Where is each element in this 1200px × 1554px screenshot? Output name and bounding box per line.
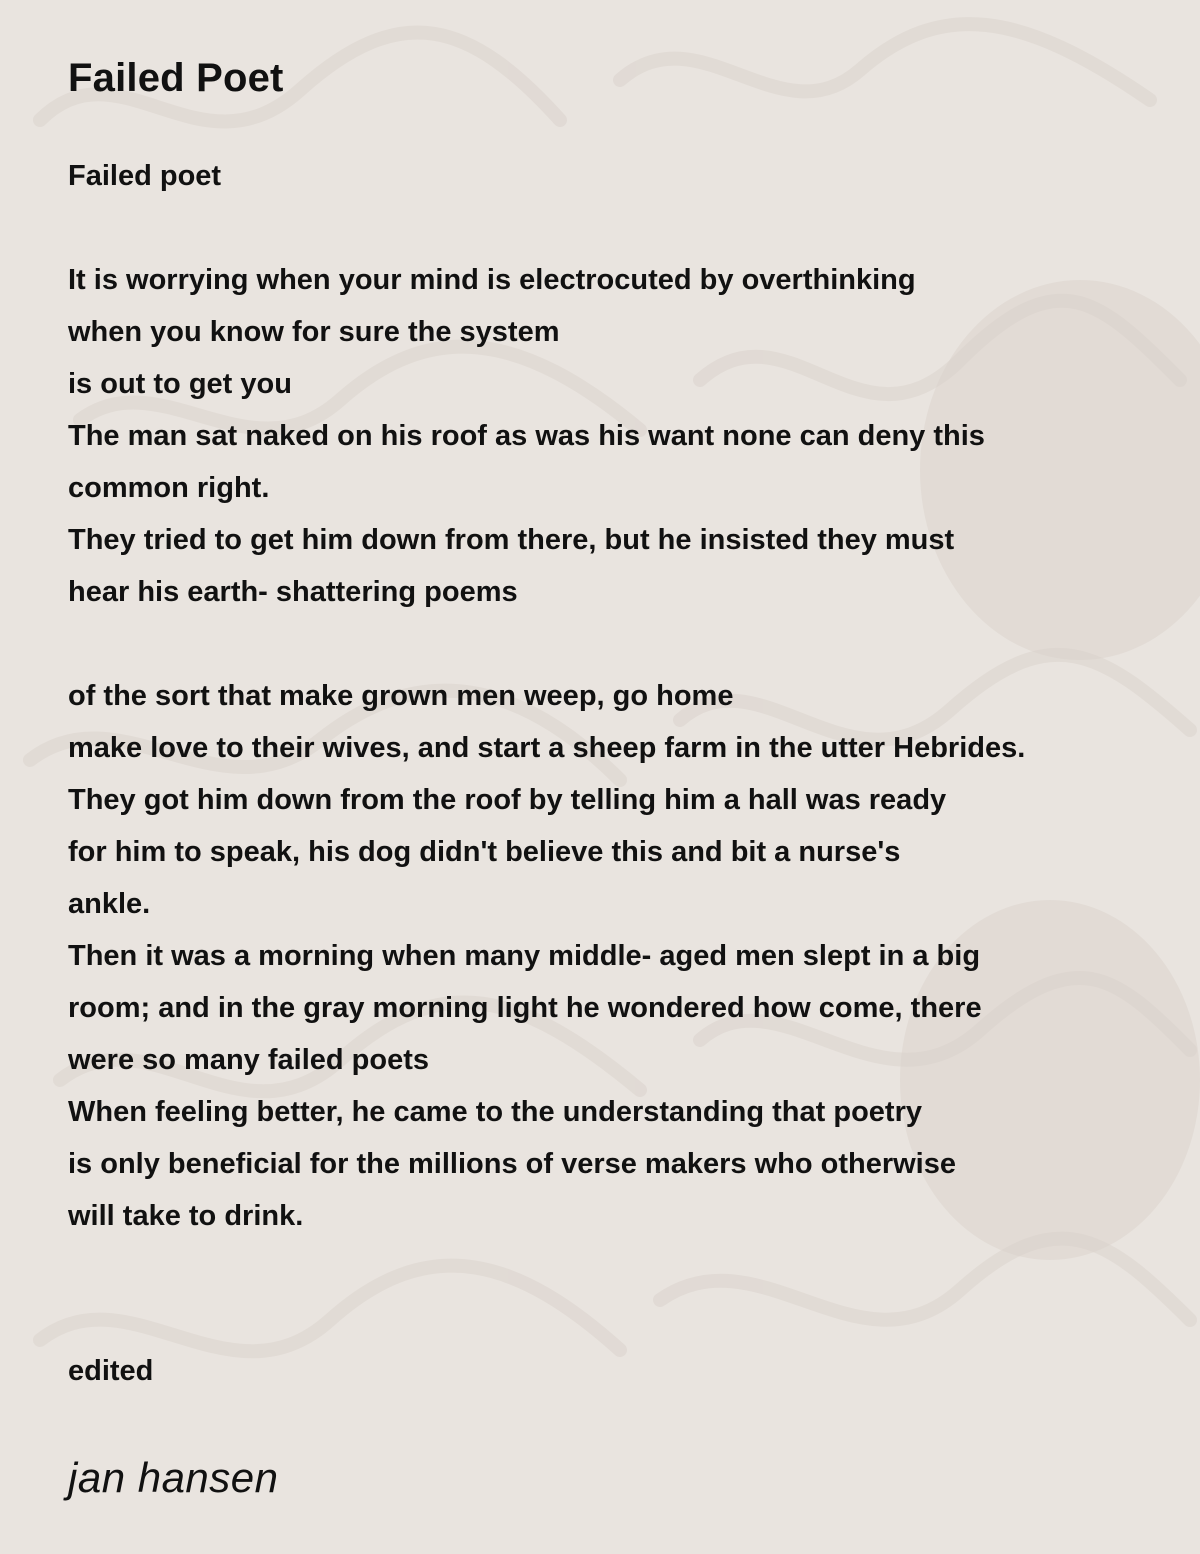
- author-name: jan hansen: [68, 1454, 279, 1501]
- poem-title: Failed Poet: [68, 56, 284, 100]
- poem-line: for him to speak, his dog didn't believe this and bit a nurse's: [68, 836, 901, 868]
- poem-line: The man sat naked on his roof as was his want none can deny this: [68, 420, 985, 452]
- poem-line: room; and in the gray morning light he wondered how come, there: [68, 992, 982, 1024]
- poem-line: when you know for sure the system: [68, 316, 560, 348]
- poem-line: hear his earth- shattering poems: [68, 576, 518, 608]
- poem-line: were so many failed poets: [68, 1044, 430, 1076]
- poem-line: They tried to get him down from there, but he insisted they must: [68, 524, 955, 556]
- edit-note: edited: [68, 1355, 154, 1387]
- poem-line: common right.: [68, 472, 270, 504]
- stanza-break: [68, 202, 1178, 254]
- poem-body: [68, 150, 1178, 1242]
- poem-line: It is worrying when your mind is electrocuted by overthinking: [68, 264, 916, 296]
- poem-line: They got him down from the roof by telling him a hall was ready: [68, 784, 947, 816]
- stanza-break: [68, 618, 1178, 670]
- poem-line: ankle.: [68, 888, 151, 920]
- poem-line: When feeling better, he came to the understanding that poetry: [68, 1096, 922, 1128]
- poem-subtitle: Failed poet: [68, 160, 222, 192]
- poem-line: of the sort that make grown men weep, go home: [68, 680, 734, 712]
- poem-line: will take to drink.: [68, 1200, 304, 1232]
- poem-line: Then it was a morning when many middle- aged men slept in a big: [68, 940, 981, 972]
- poem-line: is only beneficial for the millions of verse makers who otherwise: [68, 1148, 956, 1180]
- poem-line: is out to get you: [68, 368, 292, 400]
- poem-line: make love to their wives, and start a sheep farm in the utter Hebrides.: [68, 732, 1026, 764]
